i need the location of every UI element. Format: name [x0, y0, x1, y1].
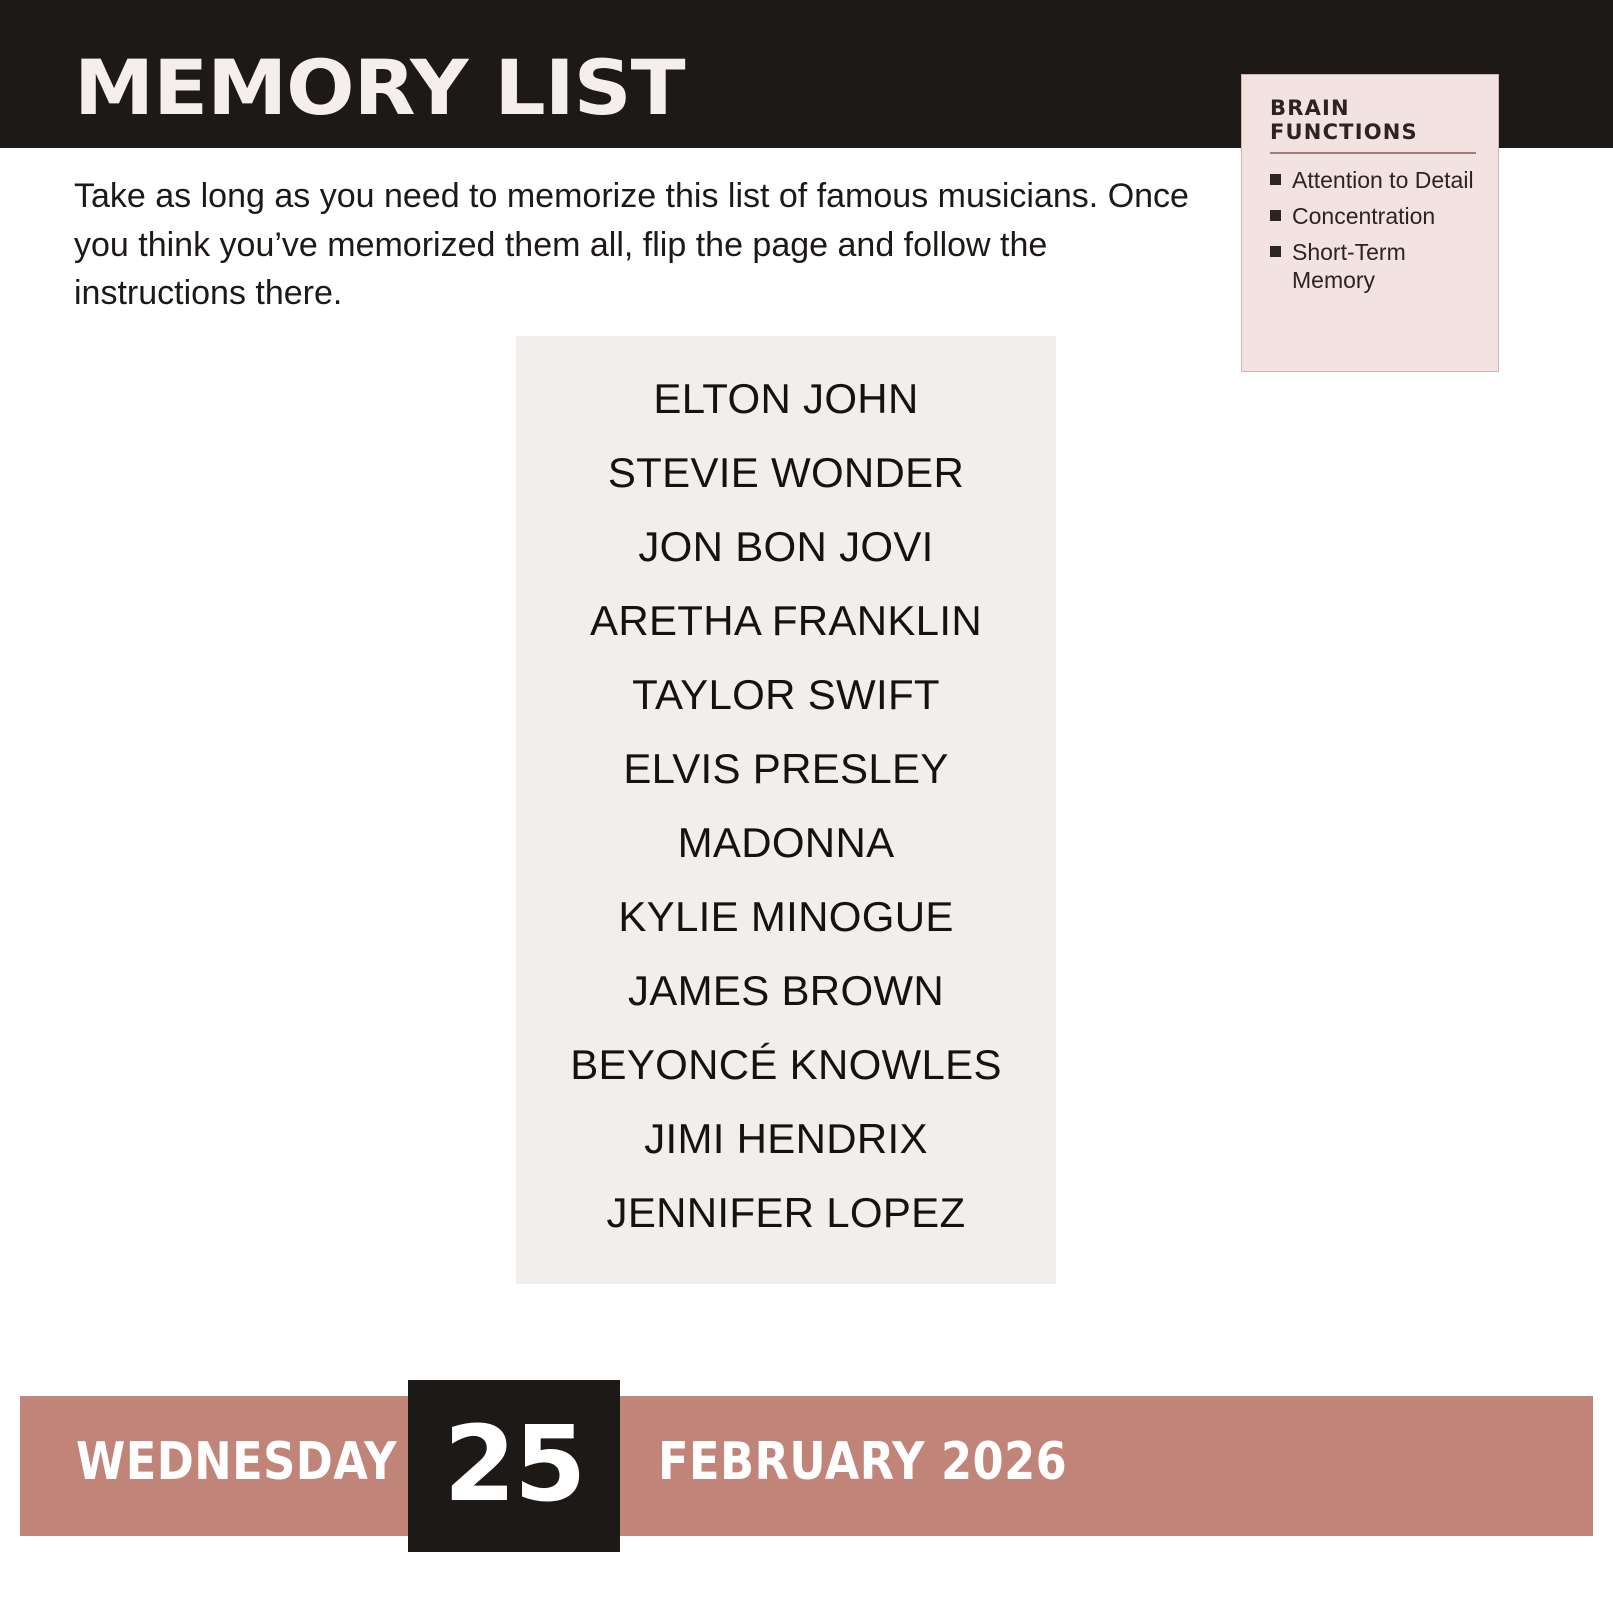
list-item: TAYLOR SWIFT	[632, 671, 940, 718]
brain-functions-title-line2: FUNCTIONS	[1270, 119, 1418, 144]
list-item	[1270, 238, 1480, 294]
brain-functions-box	[1241, 74, 1499, 372]
square-bullet-icon	[1270, 210, 1281, 221]
list-item: KYLIE MINOGUE	[618, 893, 954, 940]
footer-day-number: 25	[443, 1403, 585, 1525]
memory-list-panel	[516, 336, 1056, 1284]
list-item: MADONNA	[677, 819, 895, 866]
brain-function-label: Attention to Detail	[1292, 167, 1474, 194]
brain-functions-list	[1270, 166, 1480, 294]
brain-functions-title-line1: BRAIN	[1270, 96, 1350, 120]
page-title: MEMORY LIST	[74, 43, 685, 132]
instructions-text: Take as long as you need to memorize this list of famous musicians. Once you think you’ve memorized them all, flip the page and follow the instructions there.	[74, 177, 1189, 313]
list-item: JENNIFER LOPEZ	[606, 1189, 966, 1236]
footer-day-box	[408, 1380, 620, 1552]
brain-function-label: Concentration	[1292, 203, 1436, 230]
divider	[1270, 152, 1476, 154]
list-item: JIMI HENDRIX	[644, 1115, 928, 1162]
list-item	[1270, 166, 1480, 194]
footer-date-bar	[20, 1396, 1593, 1536]
square-bullet-icon	[1270, 246, 1281, 257]
list-item: BEYONCÉ KNOWLES	[570, 1041, 1002, 1088]
list-item: JON BON JOVI	[638, 523, 934, 570]
list-item: STEVIE WONDER	[607, 449, 965, 496]
list-item: ELVIS PRESLEY	[623, 745, 949, 792]
list-item: ELTON JOHN	[653, 375, 919, 422]
footer-weekday: WEDNESDAY	[76, 1432, 397, 1492]
square-bullet-icon	[1270, 174, 1281, 185]
footer-month-year: FEBRUARY 2026	[658, 1432, 1068, 1492]
brain-functions-title	[1270, 97, 1480, 144]
brain-function-label: Short-Term Memory	[1292, 239, 1406, 294]
list-item: JAMES BROWN	[628, 967, 944, 1014]
list-item: ARETHA FRANKLIN	[590, 597, 982, 644]
list-item	[1270, 202, 1480, 230]
